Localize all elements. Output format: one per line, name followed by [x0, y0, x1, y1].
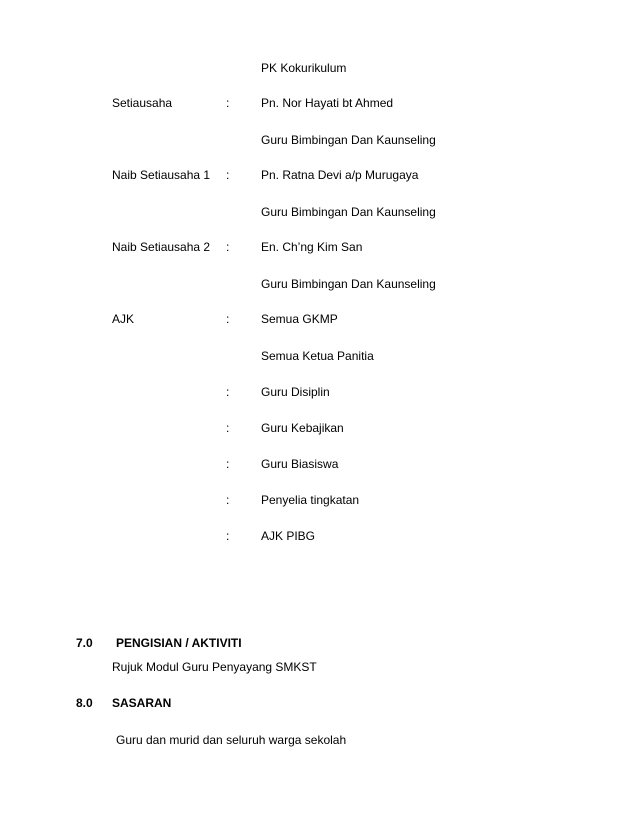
colon: :	[226, 385, 230, 399]
naib-setiausaha-2-role: Guru Bimbingan Dan Kaunseling	[261, 277, 436, 291]
colon: :	[226, 240, 230, 254]
ajk-member: Penyelia tingkatan	[261, 493, 360, 507]
ajk-member: Guru Biasiswa	[261, 457, 339, 471]
ajk-label: AJK	[112, 312, 135, 326]
colon: :	[226, 168, 230, 182]
naib-setiausaha-2-name: En. Ch’ng Kim San	[261, 240, 363, 254]
colon: :	[226, 457, 230, 471]
setiausaha-role: Guru Bimbingan Dan Kaunseling	[261, 133, 436, 147]
section-body: Rujuk Modul Guru Penyayang SMKST	[112, 660, 317, 674]
colon: :	[226, 529, 230, 543]
setiausaha-label: Setiausaha	[112, 96, 173, 110]
naib-setiausaha-2-label: Naib Setiausaha 2	[112, 240, 211, 254]
colon: :	[226, 96, 230, 110]
section-body: Guru dan murid dan seluruh warga sekolah	[116, 733, 347, 747]
ajk-member: Semua GKMP	[261, 312, 338, 326]
colon: :	[226, 421, 230, 435]
naib-setiausaha-1-label: Naib Setiausaha 1	[112, 168, 211, 182]
section-number: 8.0	[76, 696, 93, 710]
ajk-member: AJK PIBG	[261, 529, 316, 543]
colon: :	[226, 493, 230, 507]
pk-kokurikulum-title: PK Kokurikulum	[261, 61, 347, 75]
colon: :	[226, 312, 230, 326]
ajk-member: Guru Disiplin	[261, 385, 330, 399]
naib-setiausaha-1-name: Pn. Ratna Devi a/p Murugaya	[261, 168, 419, 182]
setiausaha-name: Pn. Nor Hayati bt Ahmed	[261, 96, 394, 110]
ajk-member: Semua Ketua Panitia	[261, 349, 374, 363]
ajk-member: Guru Kebajikan	[261, 421, 344, 435]
section-heading: SASARAN	[112, 696, 172, 710]
naib-setiausaha-1-role: Guru Bimbingan Dan Kaunseling	[261, 205, 436, 219]
section-number: 7.0	[76, 636, 93, 650]
section-heading: PENGISIAN / AKTIVITI	[116, 636, 242, 650]
